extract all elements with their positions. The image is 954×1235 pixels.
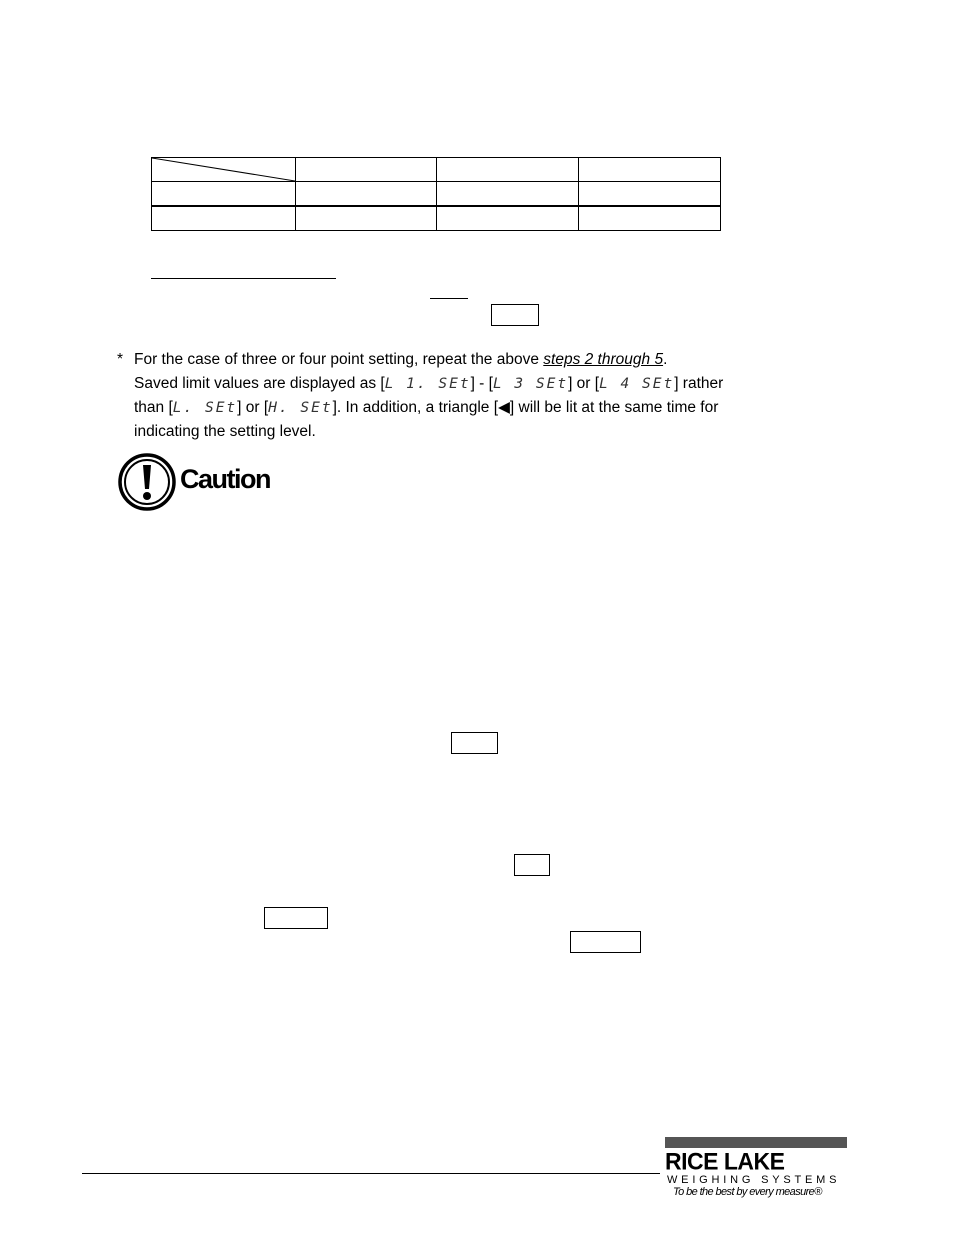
segment-display-text: L 1. SEt (384, 376, 471, 392)
table-row (152, 182, 721, 207)
note-marker: * (117, 351, 124, 368)
logo-tagline: To be the best by every measure® (673, 1186, 822, 1198)
settings-table (151, 157, 721, 231)
key-box (451, 732, 498, 754)
table-cell (296, 206, 437, 231)
note-line (134, 396, 718, 420)
table-row (152, 158, 721, 182)
note-text: ] rather (674, 375, 724, 392)
note-text: than [ (134, 399, 173, 416)
segment-display-text: L. SEt (172, 400, 238, 416)
note-text: For the case of three or four point setting, repeat the above (134, 351, 544, 368)
note-text: ] or [ (237, 399, 269, 416)
table-cell (579, 182, 721, 207)
note-text: ] or [ (568, 375, 600, 392)
note-text: Saved limit values are displayed as [ (134, 375, 385, 392)
key-box (264, 907, 328, 929)
table-cell (296, 182, 437, 207)
note-line (134, 348, 667, 372)
note-text: indicating the setting level. (134, 423, 316, 440)
segment-display-text: H. SEt (268, 400, 333, 416)
logo-subtitle: WEIGHING SYSTEMS (667, 1174, 841, 1186)
table-cell (437, 158, 579, 182)
note-text: . (663, 351, 668, 368)
key-box (570, 931, 641, 953)
note-line (134, 372, 723, 396)
key-box (514, 854, 550, 876)
table-cell (579, 206, 721, 231)
table-cell (437, 206, 579, 231)
note-text: ] - [ (470, 375, 493, 392)
diagonal-line (152, 158, 295, 181)
table-row (152, 206, 721, 231)
table-cell (296, 158, 437, 182)
steps-reference: steps 2 through 5 (543, 351, 664, 368)
key-underline (430, 298, 468, 299)
exclamation-circle-icon (117, 452, 177, 512)
note-line (134, 420, 316, 444)
footer-rule (82, 1173, 660, 1174)
table-cell (152, 206, 296, 231)
key-box (491, 304, 539, 326)
caution-header (117, 452, 270, 512)
segment-display-text: L 3 SEt (492, 376, 569, 392)
table-cell (437, 182, 579, 207)
table-corner-cell (152, 158, 296, 182)
table-cell (579, 158, 721, 182)
rice-lake-logo (665, 1137, 855, 1199)
caution-title: Caution (180, 464, 270, 494)
table-cell (152, 182, 296, 207)
logo-name: RICE LAKE (665, 1147, 785, 1175)
heading-underline (151, 278, 336, 279)
segment-display-text: L 4 SEt (599, 376, 675, 392)
note-text: ]. In addition, a triangle [◀] will be lit at the same time for (332, 399, 719, 416)
